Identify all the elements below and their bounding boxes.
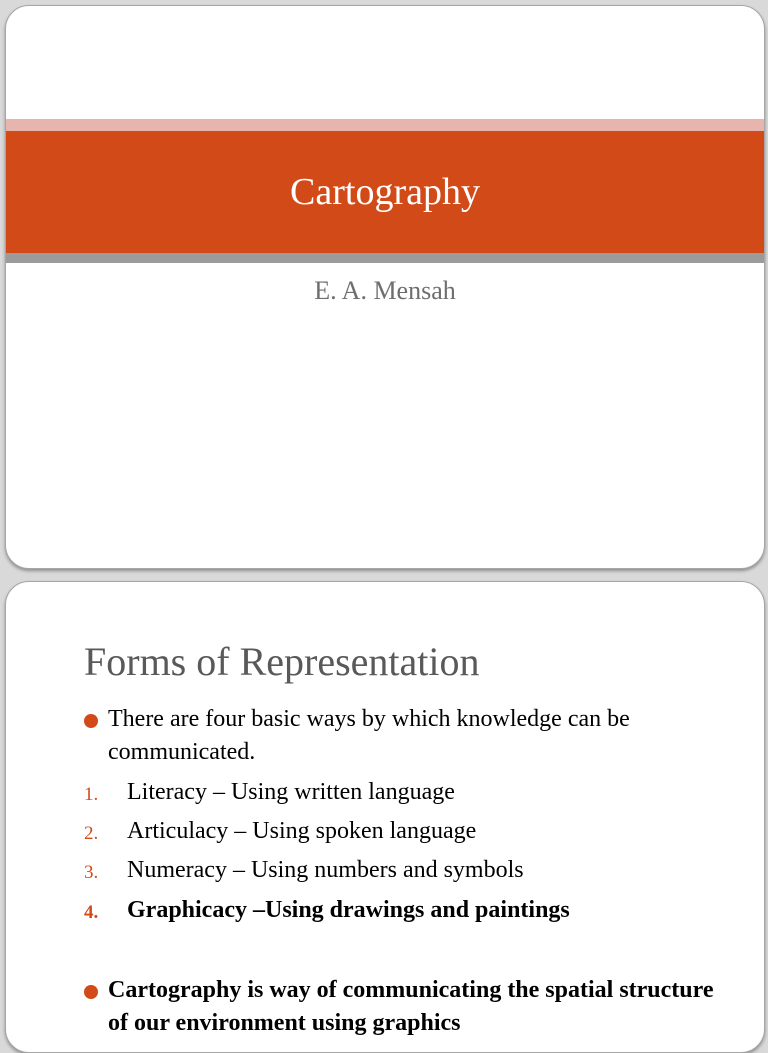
list-item bbox=[84, 894, 570, 927]
slide-subtitle: E. A. Mensah bbox=[314, 276, 456, 305]
bullet-dot-icon bbox=[84, 714, 98, 728]
list-item-number: 4. bbox=[84, 902, 99, 923]
closing-text: Cartography is way of communicating the spatial structure of our environment using graphics bbox=[108, 977, 714, 1036]
list-item bbox=[84, 854, 524, 887]
list-item-text: Numeracy – Using numbers and symbols bbox=[127, 857, 524, 883]
title-band-highlight bbox=[6, 119, 764, 131]
list-item-text: Literacy – Using written language bbox=[127, 779, 455, 805]
list-item-text: Articulacy – Using spoken language bbox=[127, 818, 477, 844]
list-item-number: 3. bbox=[84, 862, 99, 883]
title-band bbox=[6, 131, 764, 253]
bullet-dot-icon bbox=[84, 985, 98, 999]
title-slide bbox=[5, 5, 765, 569]
intro-bullet bbox=[84, 703, 724, 769]
list-item-text: Graphicacy –Using drawings and paintings bbox=[127, 897, 570, 923]
list-item-number: 1. bbox=[84, 784, 99, 805]
list-item-number: 2. bbox=[84, 823, 99, 844]
list-item bbox=[84, 815, 476, 848]
slide-title: Cartography bbox=[290, 171, 480, 213]
list-item bbox=[84, 776, 455, 809]
intro-text: There are four basic ways by which knowledge can be communicated. bbox=[108, 706, 630, 765]
closing-bullet bbox=[84, 974, 724, 1040]
content-heading: Forms of Representation bbox=[84, 639, 480, 684]
title-band-shadow bbox=[6, 253, 764, 263]
content-slide bbox=[5, 581, 765, 1053]
